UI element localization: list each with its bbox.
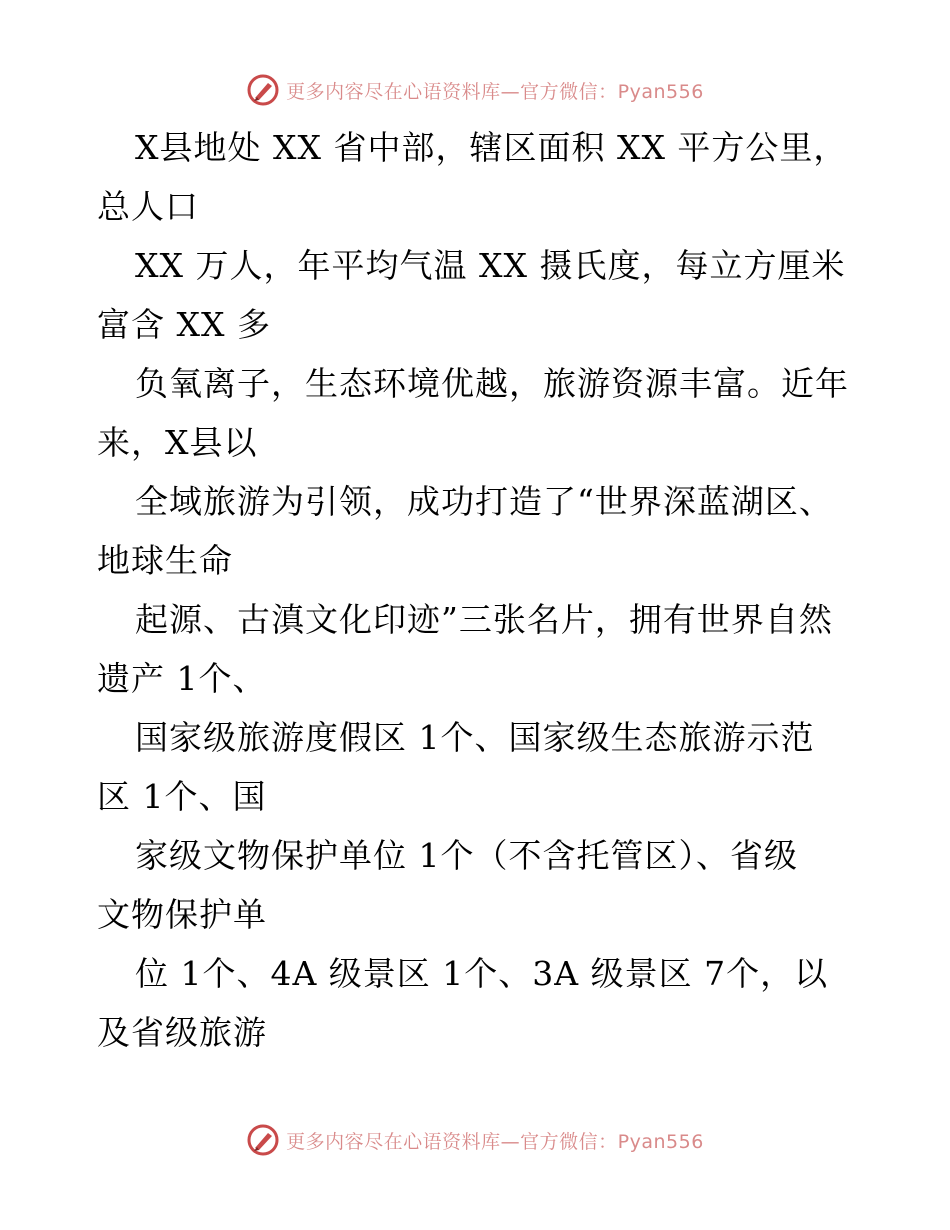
text-line: 富含 XX 多 — [97, 305, 271, 344]
text-line: 家级文物保护单位 1个（不含托管区）、省级 — [135, 836, 798, 875]
text-line: 及省级旅游 — [97, 1013, 267, 1052]
text-line: 总人口 — [97, 187, 199, 226]
text-line: 遗产 1个、 — [97, 659, 267, 698]
text-line: 文物保护单 — [97, 895, 267, 934]
pen-circle-logo-icon — [246, 73, 280, 107]
text-line: 全域旅游为引领，成功打造了“世界深蓝湖区、 — [135, 482, 833, 521]
watermark-text: 更多内容尽在心语资料库—官方微信：Pyan556 — [286, 80, 704, 103]
text-line: 起源、古滇文化印迹”三张名片，拥有世界自然 — [135, 600, 833, 639]
text-line: X县地处 XX 省中部，辖区面积 XX 平方公里， — [135, 128, 848, 167]
watermark-header — [0, 70, 950, 110]
text-line: 来，X县以 — [97, 423, 258, 462]
text-line: 负氧离子，生态环境优越，旅游资源丰富。近年 — [135, 364, 849, 403]
text-line: 国家级旅游度假区 1个、国家级生态旅游示范 — [135, 718, 815, 757]
watermark-text: 更多内容尽在心语资料库—官方微信：Pyan556 — [286, 1130, 704, 1153]
text-line: 位 1个、4A 级景区 1个、3A 级景区 7个，以 — [135, 954, 829, 993]
text-line: XX 万人，年平均气温 XX 摄氏度，每立方厘米 — [135, 246, 846, 285]
pen-circle-logo-icon — [246, 1123, 280, 1157]
watermark-footer — [0, 1120, 950, 1160]
text-line: 地球生命 — [97, 541, 233, 580]
document-body — [97, 118, 867, 1062]
text-line: 区 1个、国 — [97, 777, 267, 816]
